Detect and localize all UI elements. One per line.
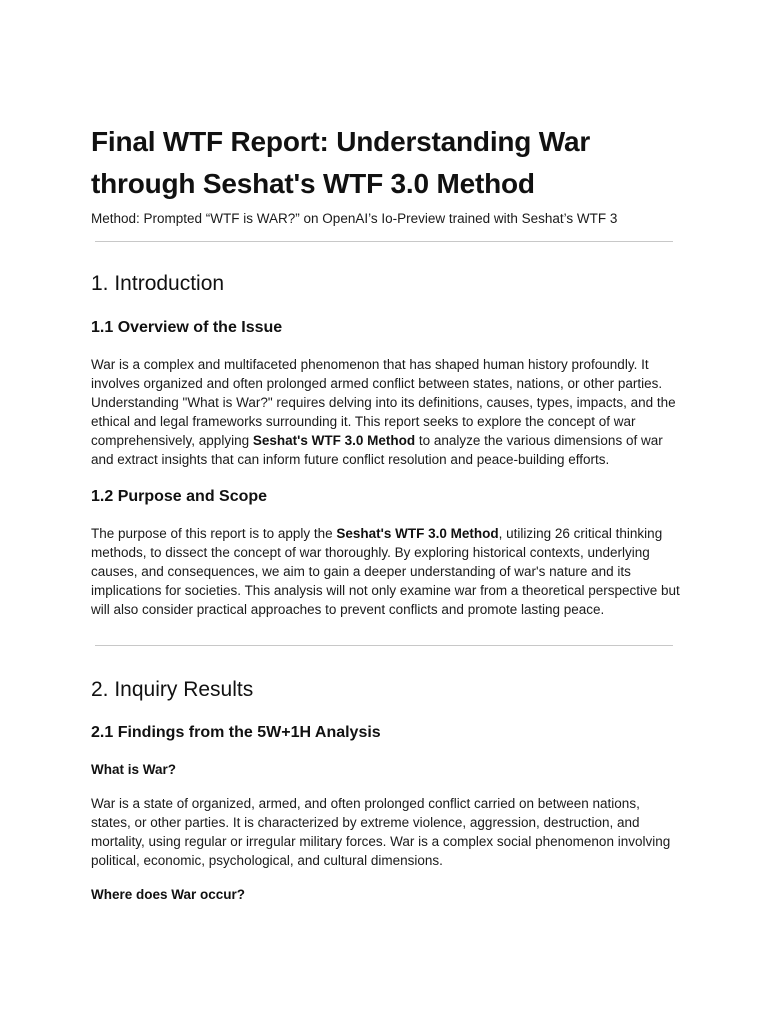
paragraph-text: , utilizing 26 critical thinking methods, to dissect the concept of war thoroughly. By exploring historical contexts, underlying causes, and consequences, we aim to gain a deeper understanding of war's nature and its implications for societies. This analysis will not only examine war from a theoretical perspective but will also consider practical approaches to prevent conflicts and promote lasting peace. [91,526,680,617]
subsection-heading-overview: 1.1 Overview of the Issue [91,319,283,336]
paragraph-purpose [91,524,681,619]
divider [95,241,673,242]
paragraph-text: to analyze the various dimensions of war and extract insights that can inform future conflict resolution and peace-building efforts. [91,433,663,467]
paragraph-text: War is a complex and multifaceted phenomenon that has shaped human history profoundly. It involves organized and often prolonged armed conflict between states, nations, or other parties. Understanding "What is War?" requires delving into its definitions, causes, types, impacts, and the ethical and legal frameworks surrounding it. This report seeks to explore the concept of war comprehensively, applying [91,357,676,448]
document-title: Final WTF Report: Understanding War through Seshat's WTF 3.0 Method [91,126,591,199]
paragraph-text: The purpose of this report is to apply the [91,526,337,541]
paragraph-overview [91,355,681,469]
section-heading-introduction: 1. Introduction [91,272,225,295]
paragraph-what-is-war: War is a state of organized, armed, and often prolonged conflict carried on between nations, states, or other parties. It is characterized by extreme violence, aggression, destruction, and mortality, using regular or irregular military forces. War is a complex social phenomenon involving political, economic, psychological, and cultural dimensions. [91,796,671,868]
divider [95,645,673,646]
question-heading-what: What is War? [91,762,177,777]
section-heading-inquiry-results: 2. Inquiry Results [91,678,254,701]
paragraph-emphasis: Seshat's WTF 3.0 Method [252,433,416,448]
paragraph-emphasis: Seshat's WTF 3.0 Method [336,526,499,541]
subsection-heading-5w1h: 2.1 Findings from the 5W+1H Analysis [91,724,381,741]
subsection-heading-purpose: 1.2 Purpose and Scope [91,488,268,505]
document-subtitle: Method: Prompted “WTF is WAR?” on OpenAI’s Io-Preview trained with Seshat’s WTF 3 [91,211,618,226]
question-heading-where: Where does War occur? [91,887,246,902]
